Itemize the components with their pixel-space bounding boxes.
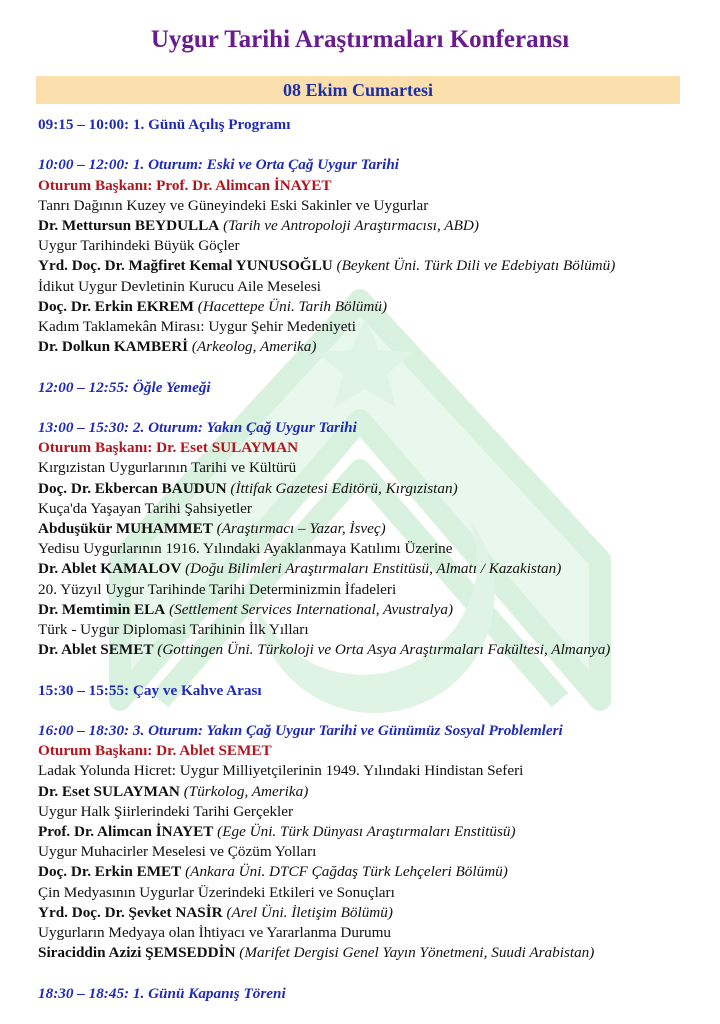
speaker-name: Abduşükür MUHAMMET xyxy=(38,520,213,538)
session-1-heading: 10:00 – 12:00: 1. Oturum: Eski ve Orta Çağ Uygur Tarihi xyxy=(38,156,400,174)
speaker-name: Yrd. Doç. Dr. Şevket NASİR xyxy=(38,903,223,921)
talk-topic: Uygur Tarihindeki Büyük Göçler xyxy=(38,237,240,255)
speaker-name: Prof. Dr. Alimcan İNAYET xyxy=(38,823,214,841)
speaker-affiliation: (Ankara Üni. DTCF Çağdaş Türk Lehçeleri Bölümü) xyxy=(181,863,508,881)
talk-speaker-row xyxy=(38,600,708,620)
speaker-name: Doç. Dr. Ekbercan BAUDUN xyxy=(38,479,227,497)
speaker-name: Doç. Dr. Erkin EMET xyxy=(38,863,182,881)
talk-speaker-row xyxy=(38,337,708,357)
speaker-name: Dr. Mettursun BEYDULLA xyxy=(38,217,220,234)
session-1-chair: Oturum Başkanı: Prof. Dr. Alimcan İNAYET xyxy=(38,176,332,194)
talk-speaker-row xyxy=(38,903,708,923)
session-2-heading: 13:00 – 15:30: 2. Oturum: Yakın Çağ Uygur Tarihi xyxy=(38,419,357,436)
talk-speaker-row xyxy=(38,862,708,882)
speaker-name: Dr. Eset SULAYMAN xyxy=(38,782,180,800)
talk-speaker-row xyxy=(38,297,708,317)
program-list xyxy=(38,115,708,1004)
speaker-name: Siraciddin Azizi ŞEMSEDDİN xyxy=(38,944,236,962)
session-3-heading: 16:00 – 18:30: 3. Oturum: Yakın Çağ Uygur Tarihi ve Günümüz Sosyal Problemleri xyxy=(38,722,563,740)
coffee-break: 15:30 – 15:55: Çay ve Kahve Arası xyxy=(38,681,262,699)
speaker-affiliation: (Hacettepe Üni. Tarih Bölümü) xyxy=(193,297,388,315)
talk-topic: Yedisu Uygurlarının 1916. Yılındaki Ayaklanmaya Katılımı Üzerine xyxy=(38,540,453,558)
page-title: Uygur Tarihi Araştırmaları Konferansı xyxy=(150,26,570,53)
speaker-affiliation: (Türkolog, Amerika) xyxy=(179,782,309,800)
talk-topic: Kuça'da Yaşayan Tarihi Şahsiyetler xyxy=(38,499,252,517)
speaker-affiliation: (Beykent Üni. Türk Dili ve Edebiyatı Bölümü) xyxy=(332,257,616,275)
speaker-name: Yrd. Doç. Dr. Mağfiret Kemal YUNUSOĞLU xyxy=(38,257,333,275)
speaker-name: Dr. Ablet SEMET xyxy=(38,641,154,659)
talk-topic: Kırgızistan Uygurlarının Tarihi ve Kültürü xyxy=(38,459,297,477)
spacer xyxy=(38,701,708,721)
speaker-name: Doç. Dr. Erkin EKREM xyxy=(38,297,194,315)
talk-topic: Uygur Halk Şiirlerindeki Tarihi Gerçekler xyxy=(38,802,294,820)
talk-topic: Türk - Uygur Diplomasi Tarihinin İlk Yılları xyxy=(38,621,309,639)
speaker-affiliation: (Marifet Dergisi Genel Yayın Yönetmeni, Suudi Arabistan) xyxy=(235,944,595,962)
speaker-affiliation: (Arkeolog, Amerika) xyxy=(188,338,317,356)
talk-topic: Kadım Taklamekân Mirası: Uygur Şehir Medeniyeti xyxy=(38,318,356,336)
spacer xyxy=(38,660,708,680)
closing-ceremony: 18:30 – 18:45: 1. Günü Kapanış Töreni xyxy=(38,984,286,1002)
talk-topic: Uygur Muhacirler Meselesi ve Çözüm Yolları xyxy=(38,843,317,861)
talk-topic: Çin Medyasının Uygurlar Üzerindeki Etkileri ve Sonuçları xyxy=(38,883,395,901)
lunch-break: 12:00 – 12:55: Öğle Yemeği xyxy=(38,378,211,396)
talk-topic: Uygurların Medyaya olan İhtiyacı ve Yararlanma Durumu xyxy=(38,924,392,942)
speaker-affiliation: (Tarih ve Antropoloji Araştırmacısı, ABD) xyxy=(219,217,479,234)
day-header: 08 Ekim Cumartesi xyxy=(36,76,680,104)
speaker-affiliation: (Arel Üni. İletişim Bölümü) xyxy=(222,903,393,921)
talk-topic: İdikut Uygur Devletinin Kurucu Aile Meselesi xyxy=(38,277,322,295)
talk-speaker-row xyxy=(38,479,708,499)
talk-speaker-row xyxy=(38,640,708,660)
spacer xyxy=(38,135,708,155)
spacer xyxy=(38,963,708,983)
speaker-name: Dr. Dolkun KAMBERİ xyxy=(38,338,189,356)
speaker-affiliation: (Araştırmacı – Yazar, İsveç) xyxy=(212,520,386,538)
speaker-affiliation: (İttifak Gazetesi Editörü, Kırgızistan) xyxy=(226,479,458,497)
opening-program: 09:15 – 10:00: 1. Günü Açılış Programı xyxy=(38,116,291,133)
speaker-affiliation: (Gottingen Üni. Türkoloji ve Orta Asya Araştırmaları Fakültesi, Almanya) xyxy=(153,641,611,659)
spacer xyxy=(38,398,708,418)
talk-topic: 20. Yüzyıl Uygur Tarihinde Tarihi Determinizmin İfadeleri xyxy=(38,580,397,598)
session-2-chair: Oturum Başkanı: Dr. Eset SULAYMAN xyxy=(38,439,299,457)
talk-speaker-row xyxy=(38,943,708,963)
talk-speaker-row xyxy=(38,216,708,236)
talk-speaker-row xyxy=(38,559,708,579)
speaker-name: Dr. Memtimin ELA xyxy=(38,600,166,618)
talk-speaker-row xyxy=(38,519,708,539)
speaker-affiliation: (Ege Üni. Türk Dünyası Araştırmaları Enstitüsü) xyxy=(213,823,516,841)
speaker-affiliation: (Doğu Bilimleri Araştırmaları Enstitüsü, Almatı / Kazakistan) xyxy=(181,560,562,578)
talk-speaker-row xyxy=(38,256,708,276)
speaker-name: Dr. Ablet KAMALOV xyxy=(38,560,182,578)
talk-speaker-row xyxy=(38,822,708,842)
talk-topic: Ladak Yolunda Hicret: Uygur Milliyetçilerinin 1949. Yılındaki Hindistan Seferi xyxy=(38,762,524,780)
talk-speaker-row xyxy=(38,782,708,802)
speaker-affiliation: (Settlement Services International, Avustralya) xyxy=(165,600,454,618)
talk-topic: Tanrı Dağının Kuzey ve Güneyindeki Eski Sakinler ve Uygurlar xyxy=(38,196,429,214)
session-3-chair: Oturum Başkanı: Dr. Ablet SEMET xyxy=(38,742,272,760)
spacer xyxy=(38,357,708,377)
